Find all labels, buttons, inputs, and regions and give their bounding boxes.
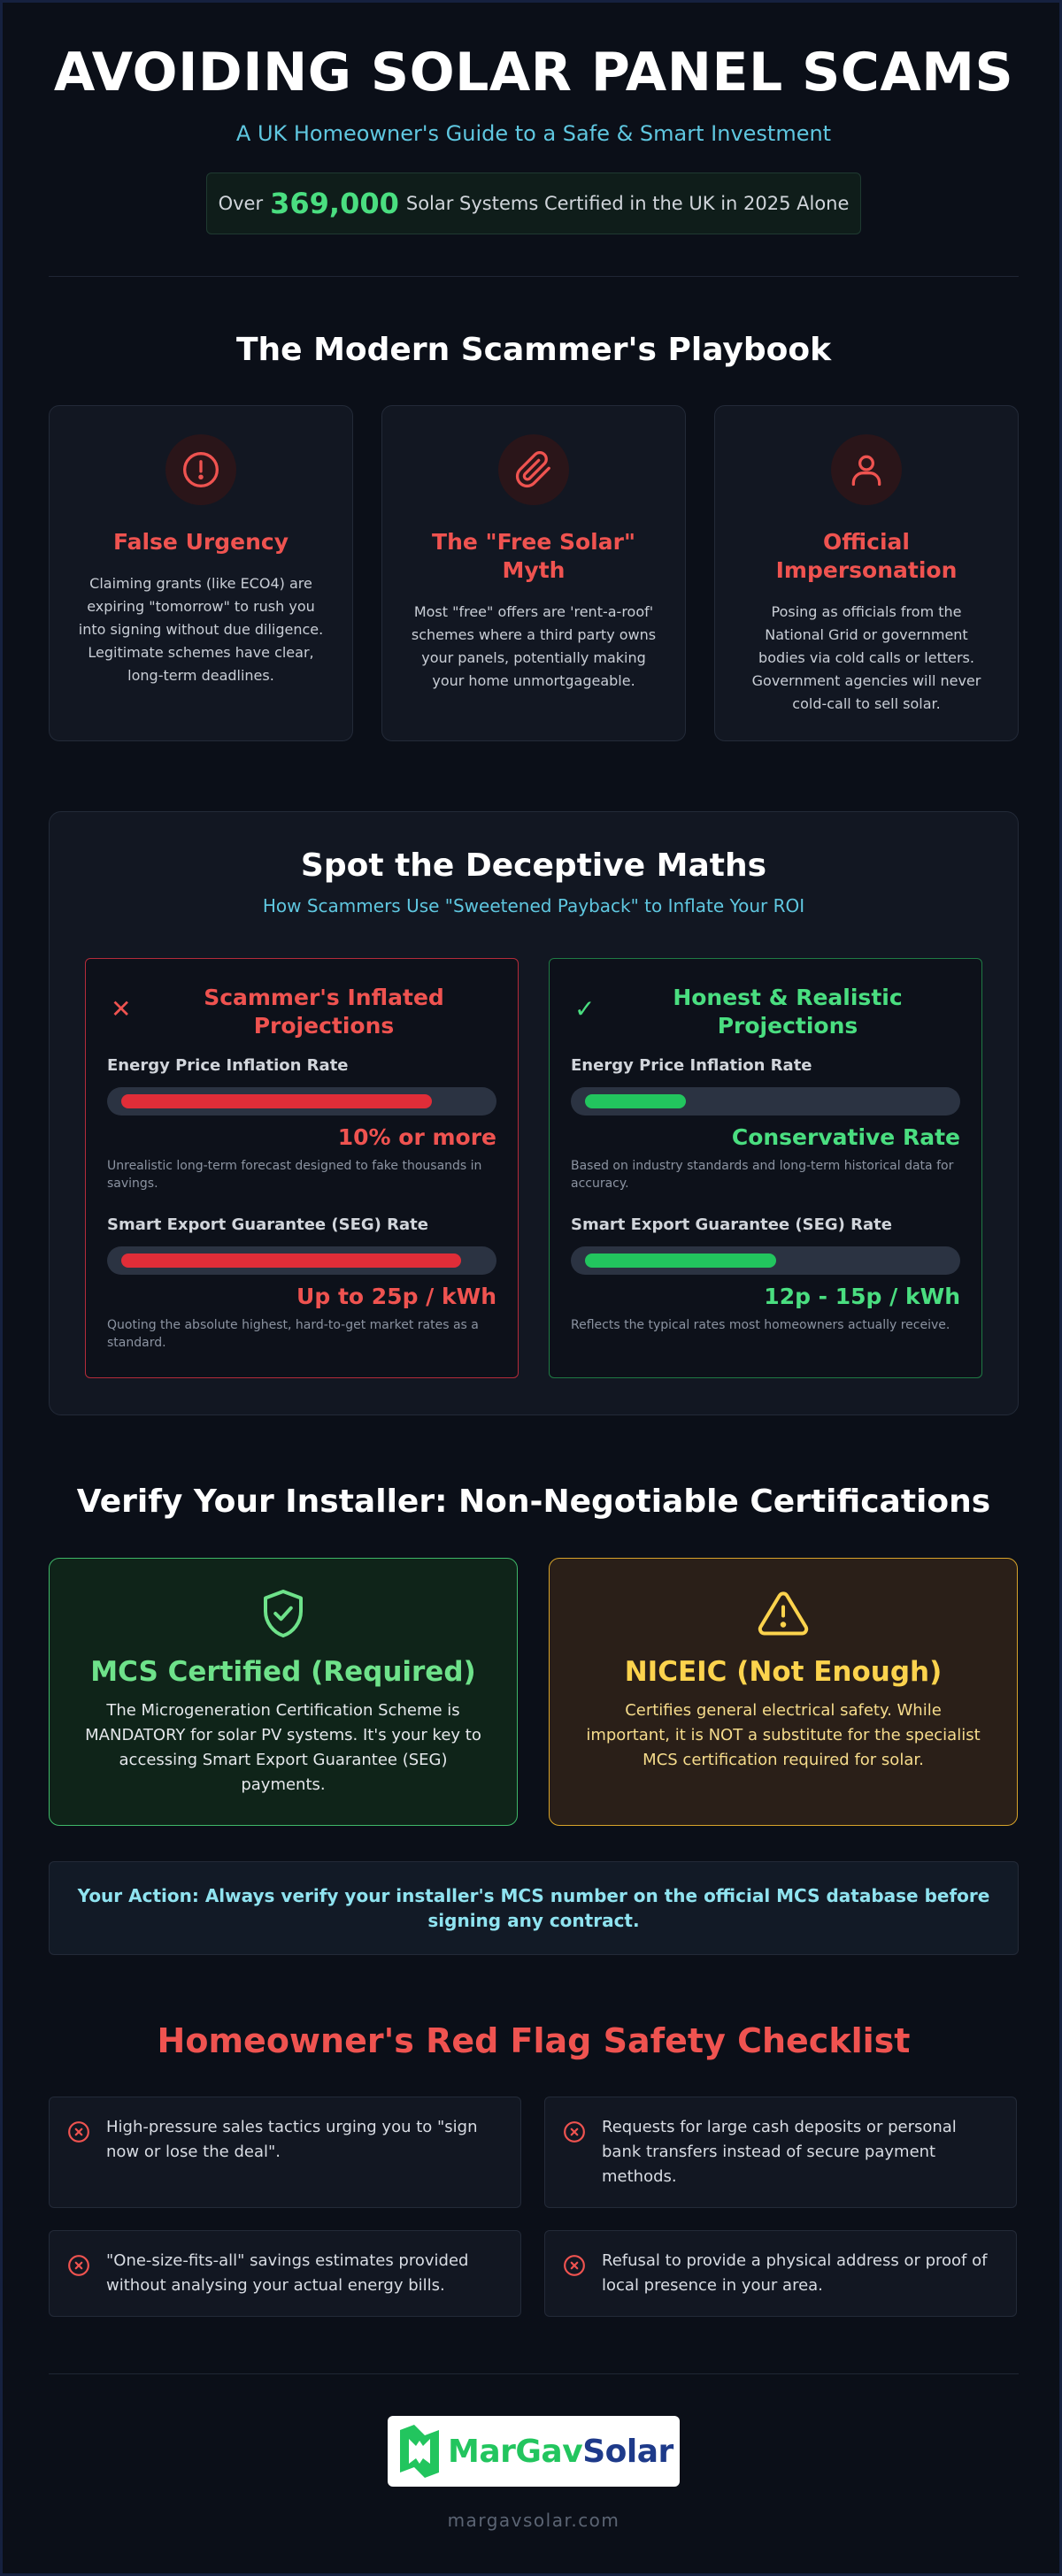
- maths-subtitle: How Scammers Use "Sweetened Payback" to Inflate Your ROI: [262, 895, 805, 916]
- list-item: [49, 2097, 521, 2208]
- user-icon: [831, 434, 902, 505]
- progress-fill: [121, 1094, 432, 1108]
- x-icon: ✕: [111, 994, 132, 1024]
- niceic-text: Certifies general electrical safety. While important, it is NOT a substitute for the specialist MCS certification required for solar.: [586, 1701, 981, 1769]
- shield-check-icon: [257, 1587, 310, 1640]
- metric-label: Energy Price Inflation Rate: [107, 1056, 349, 1075]
- playbook-card-free-solar: [381, 405, 686, 741]
- progress-fill: [585, 1254, 776, 1268]
- metric-energy-inflation: [571, 1056, 960, 1192]
- checklist-text: "One-size-fits-all" savings estimates provided without analysing your actual energy bills.: [106, 2251, 469, 2295]
- paperclip-icon: [498, 434, 569, 505]
- warning-triangle-icon: [757, 1587, 810, 1640]
- alert-circle-icon: [165, 434, 236, 505]
- metric-value: 10% or more: [337, 1124, 496, 1150]
- maths-title: Spot the Deceptive Maths: [300, 847, 767, 884]
- mcs-card: [49, 1558, 518, 1826]
- stat-number: 369,000: [270, 187, 399, 220]
- column-title: Honest & Realistic Projections: [673, 985, 903, 1039]
- metric-label: Smart Export Guarantee (SEG) Rate: [107, 1215, 428, 1234]
- metric-label: Energy Price Inflation Rate: [571, 1056, 812, 1075]
- checklist-text: Requests for large cash deposits or personal bank transfers instead of secure payment methods.: [602, 2118, 957, 2186]
- mcs-title: MCS Certified (Required): [90, 1656, 476, 1688]
- card-title: The "Free Solar" Myth: [432, 529, 635, 583]
- card-title: Official Impersonation: [775, 529, 958, 583]
- site-url[interactable]: margavsolar.com: [447, 2510, 620, 2531]
- x-circle-icon: [67, 2254, 90, 2277]
- x-circle-icon: [67, 2120, 90, 2143]
- metric-label: Smart Export Guarantee (SEG) Rate: [571, 1215, 892, 1234]
- certs-title: Verify Your Installer: Non-Negotiable Certifications: [76, 1484, 991, 1520]
- progress-track: [571, 1246, 960, 1275]
- list-item: [49, 2230, 521, 2317]
- metric-value: Up to 25p / kWh: [296, 1284, 496, 1309]
- card-title: False Urgency: [113, 529, 289, 555]
- scammer-projections: [85, 958, 519, 1378]
- page-subtitle: A UK Homeowner's Guide to a Safe & Smart Investment: [235, 121, 832, 146]
- stat-suffix: Solar Systems Certified in the UK in 2025 Alone: [405, 193, 850, 214]
- honest-projections: [549, 958, 982, 1378]
- metric-note: Based on industry standards and long-term historical data for accuracy.: [571, 1159, 954, 1191]
- progress-fill: [585, 1094, 686, 1108]
- card-text: Claiming grants (like ECO4) are expiring "tomorrow" to rush you into signing without due diligence. Legitimate schemes have clear, long-term deadlines.: [78, 575, 324, 684]
- stat-prefix: Over: [218, 193, 264, 214]
- divider: [49, 276, 1019, 277]
- list-item: [544, 2097, 1017, 2208]
- progress-fill: [121, 1254, 461, 1268]
- metric-note: Quoting the absolute highest, hard-to-get market rates as a standard.: [107, 1318, 479, 1350]
- x-circle-icon: [563, 2120, 586, 2143]
- checklist-title: Homeowner's Red Flag Safety Checklist: [157, 2021, 911, 2060]
- niceic-card: [549, 1558, 1018, 1826]
- progress-track: [571, 1087, 960, 1116]
- metric-seg-rate: [107, 1215, 496, 1352]
- checklist-text: High-pressure sales tactics urging you to "sign now or lose the deal".: [106, 2118, 478, 2161]
- page-title: AVOIDING SOLAR PANEL SCAMS: [53, 42, 1014, 104]
- stat-banner: [206, 172, 861, 234]
- playbook-card-impersonation: [714, 405, 1019, 741]
- list-item: [544, 2230, 1017, 2317]
- card-text: Most "free" offers are 'rent-a-roof' schemes where a third party owns your panels, potentially making your home unmortgageable.: [411, 603, 657, 689]
- progress-track: [107, 1087, 496, 1116]
- logo-text: MarGavSolar: [448, 2433, 673, 2470]
- mcs-text: The Microgeneration Certification Scheme is MANDATORY for solar PV systems. It's your key to accessing Smart Export Guarantee (SEG) payments.: [85, 1701, 481, 1794]
- deceptive-maths-panel: [49, 811, 1019, 1415]
- metric-note: Reflects the typical rates most homeowners actually receive.: [571, 1318, 950, 1332]
- x-circle-icon: [563, 2254, 586, 2277]
- metric-note: Unrealistic long-term forecast designed to fake thousands in savings.: [107, 1159, 482, 1191]
- check-icon: ✓: [574, 994, 596, 1024]
- action-callout: Your Action: Always verify your installer's MCS number on the official MCS database before signing any contract.: [49, 1861, 1019, 1955]
- margavsolar-logo[interactable]: [388, 2416, 680, 2487]
- playbook-card-false-urgency: [49, 405, 353, 741]
- metric-value: Conservative Rate: [731, 1124, 960, 1150]
- card-text: Posing as officials from the National Grid or government bodies via cold calls or letters. Government agencies will never cold-call to sell solar.: [751, 603, 981, 712]
- column-title: Scammer's Inflated Projections: [204, 985, 444, 1039]
- progress-track: [107, 1246, 496, 1275]
- metric-seg-rate: [571, 1215, 960, 1334]
- playbook-title: The Modern Scammer's Playbook: [235, 332, 832, 368]
- niceic-title: NICEIC (Not Enough): [624, 1656, 943, 1688]
- metric-value: 12p - 15p / kWh: [764, 1284, 960, 1309]
- metric-energy-inflation: [107, 1056, 496, 1192]
- checklist-text: Refusal to provide a physical address or proof of local presence in your area.: [602, 2251, 988, 2295]
- logo-mark-icon: [396, 2423, 442, 2480]
- divider: [49, 2373, 1019, 2374]
